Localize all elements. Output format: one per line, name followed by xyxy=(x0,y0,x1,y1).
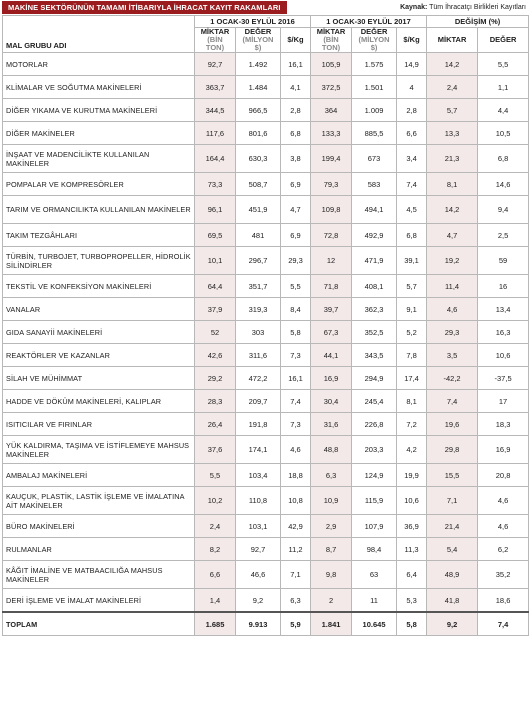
total-perkg-2016-cell: 5,9 xyxy=(281,612,311,636)
change-deger-header: DEĞER xyxy=(478,28,529,53)
miktar-2017-cell: 372,5 xyxy=(311,76,352,99)
change-deger-cell: 5,5 xyxy=(478,53,529,76)
deger-label: DEĞER xyxy=(244,27,272,36)
table-row xyxy=(3,99,529,122)
source-value: Tüm İhracatçı Birlikleri Kayıtları xyxy=(429,4,526,11)
deger-2016-cell: 174,1 xyxy=(236,436,281,464)
miktar-2017-cell: 31,6 xyxy=(311,413,352,436)
perkg-2017-cell: 5,3 xyxy=(397,589,427,613)
table-row xyxy=(3,344,529,367)
change-header: DEĞİŞİM (%) xyxy=(427,16,529,28)
group-name-cell: DERİ İŞLEME VE İMALAT MAKİNELERİ xyxy=(3,589,195,613)
deger-2017-cell: 226,8 xyxy=(352,413,397,436)
group-name-cell: VANALAR xyxy=(3,298,195,321)
miktar-2016-cell: 29,2 xyxy=(195,367,236,390)
deger-2016-cell: 472,2 xyxy=(236,367,281,390)
deger-2016-cell: 303 xyxy=(236,321,281,344)
perkg-2017-cell: 6,6 xyxy=(397,122,427,145)
change-deger-cell: 4,6 xyxy=(478,487,529,515)
change-miktar-cell: 4,6 xyxy=(427,298,478,321)
change-deger-cell: 10,5 xyxy=(478,122,529,145)
change-miktar-cell: 3,5 xyxy=(427,344,478,367)
miktar-2017-cell: 10,9 xyxy=(311,487,352,515)
perkg-2017-cell: 3,4 xyxy=(397,145,427,173)
change-miktar-cell: 19,6 xyxy=(427,413,478,436)
perkg-2016-cell: 7,4 xyxy=(281,390,311,413)
group-name-cell: AMBALAJ MAKİNELERİ xyxy=(3,464,195,487)
deger-2016-cell: 630,3 xyxy=(236,145,281,173)
table-row xyxy=(3,589,529,613)
perkg-2016-cell: 4,6 xyxy=(281,436,311,464)
change-deger-cell: 2,5 xyxy=(478,224,529,247)
deger-2017-cell: 362,3 xyxy=(352,298,397,321)
change-deger-cell: 14,6 xyxy=(478,173,529,196)
deger-2017-cell: 492,9 xyxy=(352,224,397,247)
perkg-2016-cell: 5,8 xyxy=(281,321,311,344)
deger-2017-cell: 245,4 xyxy=(352,390,397,413)
miktar-2016-cell: 92,7 xyxy=(195,53,236,76)
perkg-2017-cell: 36,9 xyxy=(397,515,427,538)
miktar-2016-cell: 117,6 xyxy=(195,122,236,145)
table-row xyxy=(3,464,529,487)
change-deger-cell: 13,4 xyxy=(478,298,529,321)
total-miktar-2016-cell: 1.685 xyxy=(195,612,236,636)
table-row xyxy=(3,390,529,413)
miktar-2016-cell: 363,7 xyxy=(195,76,236,99)
change-miktar-cell: 5,7 xyxy=(427,99,478,122)
perkg-2016-cell: 6,3 xyxy=(281,589,311,613)
change-deger-cell: 1,1 xyxy=(478,76,529,99)
change-miktar-cell: 7,1 xyxy=(427,487,478,515)
group-name-cell: SİLAH VE MÜHİMMAT xyxy=(3,367,195,390)
miktar-2016-cell: 69,5 xyxy=(195,224,236,247)
deger-2016-cell: 311,6 xyxy=(236,344,281,367)
deger-2017-cell: 124,9 xyxy=(352,464,397,487)
deger-2017-cell: 115,9 xyxy=(352,487,397,515)
perkg-2017-cell: 6,8 xyxy=(397,224,427,247)
total-deger-2016-cell: 9.913 xyxy=(236,612,281,636)
table-row xyxy=(3,247,529,275)
miktar-2017-cell: 16,9 xyxy=(311,367,352,390)
perkg-2017-cell: 11,3 xyxy=(397,538,427,561)
deger-2016-cell: 110,8 xyxy=(236,487,281,515)
miktar-2017-cell: 8,7 xyxy=(311,538,352,561)
deger-2016-cell: 451,9 xyxy=(236,196,281,224)
table-row xyxy=(3,76,529,99)
change-miktar-cell: 4,7 xyxy=(427,224,478,247)
deger-2016-cell: 319,3 xyxy=(236,298,281,321)
group-name-cell: TAKIM TEZGÂHLARI xyxy=(3,224,195,247)
miktar-2017-cell: 48,8 xyxy=(311,436,352,464)
deger-2017-cell: 343,5 xyxy=(352,344,397,367)
perkg-2016-cell: 6,9 xyxy=(281,224,311,247)
perkg-2017-header: $/Kg xyxy=(397,28,427,53)
miktar-unit: (BİN TON) xyxy=(321,35,341,52)
miktar-2017-cell: 2,9 xyxy=(311,515,352,538)
perkg-2017-cell: 4 xyxy=(397,76,427,99)
group-name-cell: ISITICILAR VE FIRINLAR xyxy=(3,413,195,436)
change-miktar-cell: 29,3 xyxy=(427,321,478,344)
change-miktar-cell: 21,4 xyxy=(427,515,478,538)
perkg-2016-cell: 8,4 xyxy=(281,298,311,321)
table-row xyxy=(3,367,529,390)
miktar-2017-cell: 72,8 xyxy=(311,224,352,247)
deger-2016-cell: 801,6 xyxy=(236,122,281,145)
deger-2017-cell: 107,9 xyxy=(352,515,397,538)
change-deger-cell: 18,6 xyxy=(478,589,529,613)
table-row xyxy=(3,224,529,247)
perkg-2016-cell: 6,9 xyxy=(281,173,311,196)
table-row xyxy=(3,413,529,436)
miktar-2016-cell: 10,1 xyxy=(195,247,236,275)
perkg-2017-cell: 5,7 xyxy=(397,275,427,298)
perkg-2017-cell: 7,2 xyxy=(397,413,427,436)
perkg-2017-cell: 4,2 xyxy=(397,436,427,464)
miktar-label: MİKTAR xyxy=(200,27,230,36)
miktar-2017-cell: 39,7 xyxy=(311,298,352,321)
change-miktar-cell: 8,1 xyxy=(427,173,478,196)
perkg-2016-cell: 5,5 xyxy=(281,275,311,298)
miktar-2017-cell: 12 xyxy=(311,247,352,275)
deger-2016-cell: 103,4 xyxy=(236,464,281,487)
miktar-2017-cell: 6,3 xyxy=(311,464,352,487)
deger-2017-cell: 1.575 xyxy=(352,53,397,76)
total-change-deger-cell: 7,4 xyxy=(478,612,529,636)
deger-2017-cell: 63 xyxy=(352,561,397,589)
perkg-2017-cell: 39,1 xyxy=(397,247,427,275)
group-name-cell: DİĞER YIKAMA VE KURUTMA MAKİNELERİ xyxy=(3,99,195,122)
change-miktar-cell: 19,2 xyxy=(427,247,478,275)
deger-2017-cell: 471,9 xyxy=(352,247,397,275)
table-topbar xyxy=(2,0,528,15)
export-table xyxy=(2,15,529,636)
perkg-2017-cell: 17,4 xyxy=(397,367,427,390)
miktar-2016-cell: 96,1 xyxy=(195,196,236,224)
miktar-2017-cell: 2 xyxy=(311,589,352,613)
deger-label: DEĞER xyxy=(360,27,388,36)
group-name-cell: TÜRBİN, TURBOJET, TURBOPROPELLER, HİDROLİK SİLİNDİRLER xyxy=(3,247,195,275)
perkg-2016-cell: 3,8 xyxy=(281,145,311,173)
table-row xyxy=(3,321,529,344)
change-miktar-cell: 48,9 xyxy=(427,561,478,589)
group-name-cell: REAKTÖRLER VE KAZANLAR xyxy=(3,344,195,367)
deger-2016-cell: 966,5 xyxy=(236,99,281,122)
deger-2017-cell: 408,1 xyxy=(352,275,397,298)
group-name-cell: TEKSTİL VE KONFEKSİYON MAKİNELERİ xyxy=(3,275,195,298)
miktar-2016-cell: 28,3 xyxy=(195,390,236,413)
table-row xyxy=(3,561,529,589)
source-note xyxy=(400,4,528,11)
deger-2016-cell: 103,1 xyxy=(236,515,281,538)
group-name-cell: İNŞAAT VE MADENCİLİKTE KULLANILAN MAKİNELER xyxy=(3,145,195,173)
perkg-2016-cell: 16,1 xyxy=(281,367,311,390)
total-group-name-cell: TOPLAM xyxy=(3,612,195,636)
deger-2017-cell: 352,5 xyxy=(352,321,397,344)
change-miktar-cell: 13,3 xyxy=(427,122,478,145)
miktar-2016-cell: 1,4 xyxy=(195,589,236,613)
deger-2017-cell: 203,3 xyxy=(352,436,397,464)
export-table-panel xyxy=(2,0,528,636)
table-row xyxy=(3,275,529,298)
perkg-2017-cell: 7,4 xyxy=(397,173,427,196)
miktar-2017-cell: 364 xyxy=(311,99,352,122)
deger-2017-cell: 294,9 xyxy=(352,367,397,390)
table-row xyxy=(3,538,529,561)
change-deger-cell: 4,6 xyxy=(478,515,529,538)
perkg-2016-cell: 18,8 xyxy=(281,464,311,487)
change-miktar-cell: -42,2 xyxy=(427,367,478,390)
change-deger-cell: 18,3 xyxy=(478,413,529,436)
perkg-2017-cell: 9,1 xyxy=(397,298,427,321)
perkg-2016-cell: 10,8 xyxy=(281,487,311,515)
perkg-2016-cell: 2,8 xyxy=(281,99,311,122)
change-miktar-cell: 14,2 xyxy=(427,53,478,76)
deger-2016-cell: 508,7 xyxy=(236,173,281,196)
miktar-2016-cell: 52 xyxy=(195,321,236,344)
deger-2016-cell: 209,7 xyxy=(236,390,281,413)
miktar-2017-cell: 133,3 xyxy=(311,122,352,145)
change-miktar-cell: 41,8 xyxy=(427,589,478,613)
change-miktar-cell: 15,5 xyxy=(427,464,478,487)
perkg-2017-cell: 4,5 xyxy=(397,196,427,224)
change-miktar-cell: 21,3 xyxy=(427,145,478,173)
miktar-2016-cell: 37,9 xyxy=(195,298,236,321)
miktar-2016-cell: 10,2 xyxy=(195,487,236,515)
change-deger-cell: 6,2 xyxy=(478,538,529,561)
total-miktar-2017-cell: 1.841 xyxy=(311,612,352,636)
miktar-2016-cell: 2,4 xyxy=(195,515,236,538)
deger-2016-cell: 351,7 xyxy=(236,275,281,298)
perkg-2017-cell: 14,9 xyxy=(397,53,427,76)
miktar-2016-cell: 344,5 xyxy=(195,99,236,122)
deger-2016-cell: 1.484 xyxy=(236,76,281,99)
group-name-cell: DİĞER MAKİNELER xyxy=(3,122,195,145)
table-row xyxy=(3,515,529,538)
miktar-2016-cell: 64,4 xyxy=(195,275,236,298)
change-miktar-cell: 29,8 xyxy=(427,436,478,464)
deger-2017-cell: 885,5 xyxy=(352,122,397,145)
group-name-header: MAL GRUBU ADI xyxy=(3,16,195,53)
miktar-2016-cell: 8,2 xyxy=(195,538,236,561)
table-row xyxy=(3,196,529,224)
perkg-2017-cell: 8,1 xyxy=(397,390,427,413)
total-perkg-2017-cell: 5,8 xyxy=(397,612,427,636)
miktar-2017-cell: 199,4 xyxy=(311,145,352,173)
perkg-2016-cell: 16,1 xyxy=(281,53,311,76)
miktar-2016-cell: 73,3 xyxy=(195,173,236,196)
total-row xyxy=(3,612,529,636)
perkg-2017-cell: 7,8 xyxy=(397,344,427,367)
deger-2016-header xyxy=(236,28,281,53)
miktar-2017-cell: 109,8 xyxy=(311,196,352,224)
perkg-2017-cell: 2,8 xyxy=(397,99,427,122)
miktar-2016-cell: 26,4 xyxy=(195,413,236,436)
perkg-2016-header: $/Kg xyxy=(281,28,311,53)
table-row xyxy=(3,122,529,145)
miktar-2016-cell: 5,5 xyxy=(195,464,236,487)
perkg-2016-cell: 42,9 xyxy=(281,515,311,538)
table-row xyxy=(3,298,529,321)
change-deger-cell: 4,4 xyxy=(478,99,529,122)
miktar-label: MİKTAR xyxy=(316,27,346,36)
miktar-2016-cell: 164,4 xyxy=(195,145,236,173)
change-deger-cell: 16 xyxy=(478,275,529,298)
miktar-2017-cell: 30,4 xyxy=(311,390,352,413)
deger-2017-cell: 673 xyxy=(352,145,397,173)
perkg-2017-cell: 6,4 xyxy=(397,561,427,589)
miktar-2017-cell: 105,9 xyxy=(311,53,352,76)
deger-unit: (MİLYON $) xyxy=(358,35,390,52)
period-2016-header: 1 OCAK-30 EYLÜL 2016 xyxy=(195,16,311,28)
miktar-2016-header xyxy=(195,28,236,53)
change-deger-cell: 17 xyxy=(478,390,529,413)
miktar-2017-cell: 9,8 xyxy=(311,561,352,589)
perkg-2016-cell: 11,2 xyxy=(281,538,311,561)
total-deger-2017-cell: 10.645 xyxy=(352,612,397,636)
change-deger-cell: 10,6 xyxy=(478,344,529,367)
miktar-2016-cell: 42,6 xyxy=(195,344,236,367)
change-deger-cell: 16,9 xyxy=(478,436,529,464)
change-miktar-header: MİKTAR xyxy=(427,28,478,53)
total-change-miktar-cell: 9,2 xyxy=(427,612,478,636)
perkg-2016-cell: 29,3 xyxy=(281,247,311,275)
deger-2017-cell: 11 xyxy=(352,589,397,613)
deger-2017-header xyxy=(352,28,397,53)
perkg-2016-cell: 4,7 xyxy=(281,196,311,224)
source-label: Kaynak: xyxy=(400,4,428,11)
perkg-2016-cell: 6,8 xyxy=(281,122,311,145)
miktar-2017-cell: 44,1 xyxy=(311,344,352,367)
change-deger-cell: 6,8 xyxy=(478,145,529,173)
group-name-cell: MOTORLAR xyxy=(3,53,195,76)
deger-2017-cell: 1.501 xyxy=(352,76,397,99)
miktar-2016-cell: 37,6 xyxy=(195,436,236,464)
change-miktar-cell: 5,4 xyxy=(427,538,478,561)
miktar-2017-cell: 71,8 xyxy=(311,275,352,298)
deger-2016-cell: 46,6 xyxy=(236,561,281,589)
table-body xyxy=(3,53,529,636)
table-row xyxy=(3,487,529,515)
change-deger-cell: 59 xyxy=(478,247,529,275)
change-deger-cell: -37,5 xyxy=(478,367,529,390)
deger-2016-cell: 296,7 xyxy=(236,247,281,275)
table-row xyxy=(3,145,529,173)
deger-2016-cell: 9,2 xyxy=(236,589,281,613)
group-name-cell: KAUÇUK, PLASTİK, LASTİK İŞLEME VE İMALATINA AİT MAKİNELER xyxy=(3,487,195,515)
group-name-cell: KLİMALAR VE SOĞUTMA MAKİNELERİ xyxy=(3,76,195,99)
deger-2017-cell: 494,1 xyxy=(352,196,397,224)
miktar-2016-cell: 6,6 xyxy=(195,561,236,589)
group-name-cell: TARIM VE ORMANCILIKTA KULLANILAN MAKİNELER xyxy=(3,196,195,224)
change-miktar-cell: 7,4 xyxy=(427,390,478,413)
miktar-2017-cell: 67,3 xyxy=(311,321,352,344)
miktar-unit: (BİN TON) xyxy=(205,35,225,52)
group-name-cell: GIDA SANAYİİ MAKİNELERİ xyxy=(3,321,195,344)
perkg-2016-cell: 7,1 xyxy=(281,561,311,589)
perkg-2017-cell: 19,9 xyxy=(397,464,427,487)
group-name-cell: HADDE VE DÖKÜM MAKİNELERİ, KALIPLAR xyxy=(3,390,195,413)
perkg-2016-cell: 4,1 xyxy=(281,76,311,99)
group-name-cell: POMPALAR VE KOMPRESÖRLER xyxy=(3,173,195,196)
change-deger-cell: 9,4 xyxy=(478,196,529,224)
change-deger-cell: 16,3 xyxy=(478,321,529,344)
table-row xyxy=(3,173,529,196)
table-title: MAKİNE SEKTÖRÜNÜN TAMAMI İTİBARIYLA İHRACAT KAYIT RAKAMLARI xyxy=(2,1,287,14)
change-miktar-cell: 14,2 xyxy=(427,196,478,224)
deger-unit: (MİLYON $) xyxy=(242,35,274,52)
perkg-2017-cell: 10,6 xyxy=(397,487,427,515)
change-miktar-cell: 2,4 xyxy=(427,76,478,99)
deger-2016-cell: 92,7 xyxy=(236,538,281,561)
change-miktar-cell: 11,4 xyxy=(427,275,478,298)
perkg-2016-cell: 7,3 xyxy=(281,413,311,436)
deger-2017-cell: 583 xyxy=(352,173,397,196)
miktar-2017-header xyxy=(311,28,352,53)
deger-2017-cell: 98,4 xyxy=(352,538,397,561)
perkg-2016-cell: 7,3 xyxy=(281,344,311,367)
deger-2017-cell: 1.009 xyxy=(352,99,397,122)
deger-2016-cell: 1.492 xyxy=(236,53,281,76)
change-deger-cell: 20,8 xyxy=(478,464,529,487)
change-deger-cell: 35,2 xyxy=(478,561,529,589)
perkg-2017-cell: 5,2 xyxy=(397,321,427,344)
group-name-cell: BÜRO MAKİNELERİ xyxy=(3,515,195,538)
deger-2016-cell: 481 xyxy=(236,224,281,247)
deger-2016-cell: 191,8 xyxy=(236,413,281,436)
table-row xyxy=(3,53,529,76)
miktar-2017-cell: 79,3 xyxy=(311,173,352,196)
table-row xyxy=(3,436,529,464)
group-name-cell: RULMANLAR xyxy=(3,538,195,561)
group-name-cell: KÂĞIT İMALİNE VE MATBAACILIĞA MAHSUS MAKİNELER xyxy=(3,561,195,589)
group-name-cell: YÜK KALDIRMA, TAŞIMA VE İSTİFLEMEYE MAHSUS MAKİNELER xyxy=(3,436,195,464)
period-2017-header: 1 OCAK-30 EYLÜL 2017 xyxy=(311,16,427,28)
